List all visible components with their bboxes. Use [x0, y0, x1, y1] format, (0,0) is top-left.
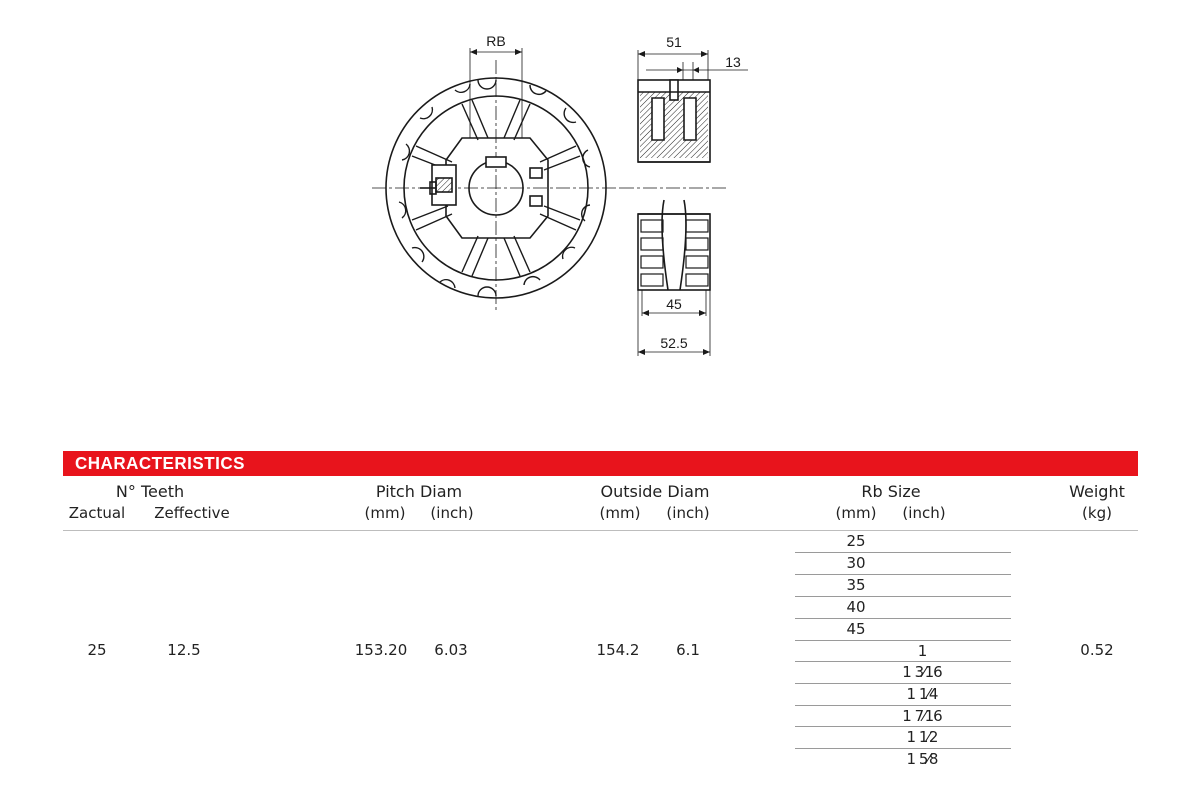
header-pitch-inch: (inch)	[430, 504, 474, 522]
rb-divider	[795, 552, 1011, 553]
header-outside-diam: Outside Diam	[600, 482, 710, 501]
value-outside-mm: 154.2	[596, 641, 640, 659]
dim-51-label: 51	[666, 34, 682, 50]
dim-13-label: 13	[725, 54, 741, 70]
dim-45-label: 45	[666, 296, 682, 312]
header-weight: Weight	[1069, 482, 1125, 501]
rb-size-inch-item: 1	[917, 642, 927, 660]
header-outside-inch: (inch)	[666, 504, 710, 522]
rb-size-mm-item: 25	[846, 532, 866, 550]
header-z-actual: Zactual	[68, 504, 126, 522]
rb-size-mm-item: 35	[846, 576, 866, 594]
rb-divider	[795, 596, 1011, 597]
header-pitch-mm: (mm)	[364, 504, 406, 522]
dim-52-5-label: 52.5	[660, 335, 688, 351]
rb-size-inch-item: 1 1⁄4	[906, 685, 938, 703]
rb-dimension-label: RB	[486, 33, 506, 49]
sprocket-front-view	[372, 48, 620, 312]
value-z-effective: 12.5	[167, 641, 201, 659]
header-z-effective: Zeffective	[154, 504, 230, 522]
rb-size-inch-item: 1 7⁄16	[902, 707, 942, 725]
rb-size-mm-item: 40	[846, 598, 866, 616]
characteristics-header-bar	[63, 451, 1138, 476]
rb-size-inch-item: 1 1⁄2	[906, 728, 938, 746]
rb-divider	[795, 574, 1011, 575]
rb-divider	[795, 705, 1011, 706]
value-weight: 0.52	[1080, 641, 1114, 659]
header-divider	[63, 530, 1138, 531]
rb-divider	[795, 618, 1011, 619]
rb-size-mm-item: 30	[846, 554, 866, 572]
rb-divider	[795, 683, 1011, 684]
rb-divider	[795, 726, 1011, 727]
value-z-actual: 25	[87, 641, 107, 659]
header-rb-mm: (mm)	[835, 504, 877, 522]
characteristics-title: CHARACTERISTICS	[75, 453, 245, 474]
header-pitch-diam: Pitch Diam	[375, 482, 463, 501]
header-outside-mm: (mm)	[599, 504, 641, 522]
header-weight-unit: (kg)	[1082, 504, 1112, 522]
value-outside-inch: 6.1	[676, 641, 700, 659]
value-pitch-inch: 6.03	[434, 641, 468, 659]
rb-divider	[795, 640, 1011, 641]
rb-divider	[795, 748, 1011, 749]
rb-size-mm-item: 45	[846, 620, 866, 638]
rb-divider	[795, 661, 1011, 662]
rb-size-inch-item: 1 3⁄16	[902, 663, 942, 681]
value-pitch-mm: 153.20	[354, 641, 408, 659]
header-teeth: N° Teeth	[115, 482, 185, 501]
sprocket-side-view	[620, 50, 748, 356]
header-rb-size: Rb Size	[861, 482, 921, 501]
rb-size-inch-item: 1 5⁄8	[906, 750, 938, 768]
header-rb-inch: (inch)	[902, 504, 946, 522]
